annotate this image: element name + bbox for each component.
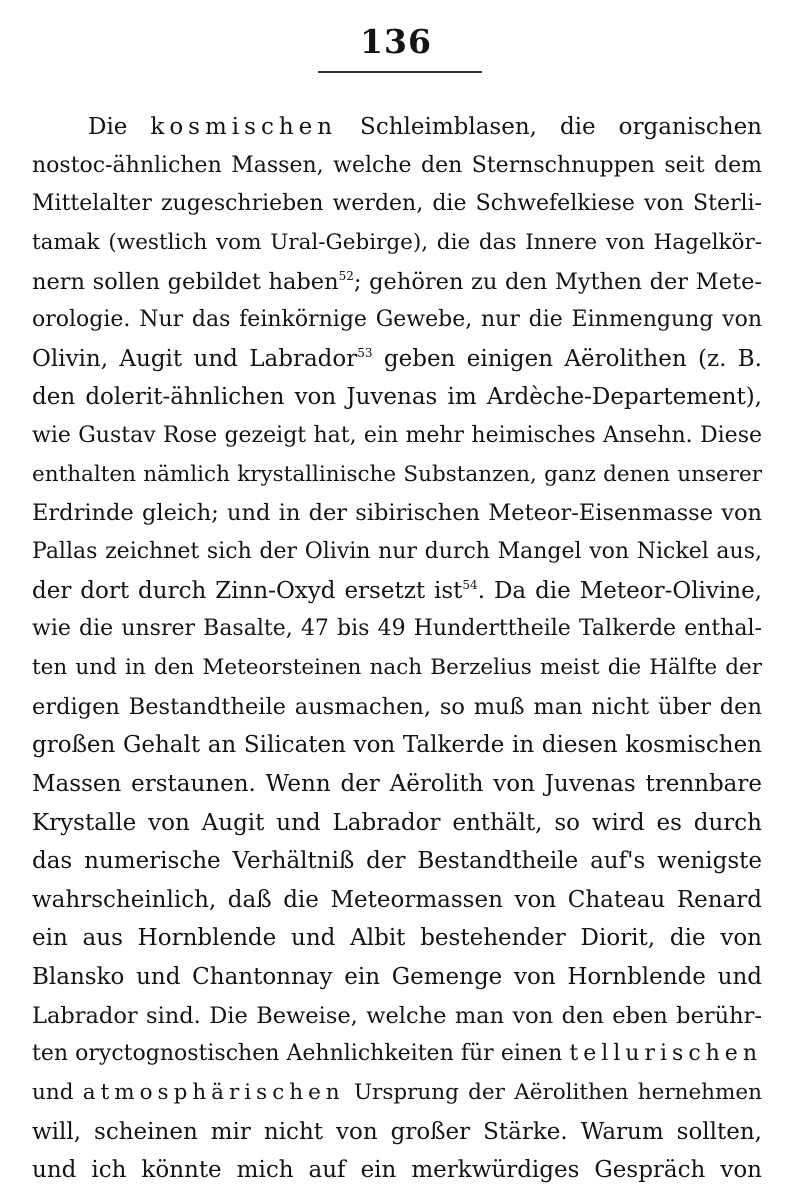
body-text [32,108,762,1190]
text-line [32,108,762,147]
emphasized-text: kosmischen [150,114,338,140]
text-segment: und [32,1080,83,1106]
text-segment: nern sollen gebildet haben [32,268,339,295]
text-segment: geben einigen Aërolithen (z. B. [372,345,762,372]
footnote-ref: 54 [462,577,478,592]
emphasized-text: tellurischen [569,1041,762,1067]
text-segment: Olivin, Augit und Labrador [32,345,358,372]
page-number: 136 [360,22,432,61]
text-segment: ten oryctognostischen Aehnlichkeiten für einen [32,1041,570,1067]
text-line: ein aus Hornblende und Albit bestehender Diorit, die von [32,925,762,952]
header-rule [318,71,482,73]
text-line: großen Gehalt an Silicaten von Talkerde in diesen kosmischen [32,732,762,759]
text-line: will, scheinen mir nicht von großer Stärke. Warum sollten, [32,1118,762,1145]
text-line: erdigen Bestandtheile ausmachen, so muß man nicht über den [32,693,762,720]
text-line: das numerische Verhältniß der Bestandtheile auf's wenigste [32,848,762,875]
text-line: Pallas zeichnet sich der Olivin nur durch Mangel von Nickel aus, [32,539,762,565]
footnote-ref: 52 [338,268,354,283]
text-line: wie die unsrer Basalte, 47 bis 49 Hunderttheile Talkerde enthal- [32,616,762,642]
text-line: wahrscheinlich, daß die Meteormassen von Chateau Renard [32,886,762,913]
text-segment: . Da die Meteor-Olivine, [477,577,762,604]
text-line: den dolerit-ähnlichen von Juvenas im Ardèche-Departement), [32,384,762,411]
text-line [32,340,762,379]
text-line: nostoc-ähnlichen Massen, welche den Sternschnuppen seit dem [32,152,762,178]
text-line: wie Gustav Rose gezeigt hat, ein mehr heimisches Ansehn. Diese [32,423,762,449]
text-line [32,572,762,611]
text-line: Mittelalter zugeschrieben werden, die Schwefelkiese von Sterli- [32,191,762,217]
text-line: Krystalle von Augit und Labrador enthält, so wird es durch [32,809,762,836]
text-line: ten und in den Meteorsteinen nach Berzelius meist die Hälfte der [32,654,762,680]
text-line [32,1074,762,1113]
text-segment: Ursprung der Aërolithen hernehmen [344,1080,762,1106]
text-segment: Schleimblasen, die organischen [337,114,762,140]
text-line: Erdrinde gleich; und in der sibirischen Meteor-Eisenmasse von [32,500,762,527]
text-line: Labrador sind. Die Beweise, welche man von den eben berühr- [32,1002,762,1029]
text-line: Massen erstaunen. Wenn der Aërolith von Juvenas trennbare [32,770,762,797]
text-segment: Die [88,114,151,140]
text-line: enthalten nämlich krystallinische Substanzen, ganz denen unserer [32,461,762,487]
text-line [32,1035,762,1074]
emphasized-text: atmosphärischen [82,1080,345,1106]
text-segment: der dort durch Zinn-Oxyd ersetzt ist [32,577,463,604]
text-line: tamak (westlich vom Ural-Gebirge), die das Innere von Hagelkör- [32,229,762,255]
text-line: und ich könnte mich auf ein merkwürdiges Gespräch von [32,1157,762,1184]
text-segment: ; gehören zu den Mythen der Mete- [353,268,762,295]
footnote-ref: 53 [357,345,373,360]
text-line [32,263,762,302]
text-line: orologie. Nur das feinkörnige Gewebe, nur die Einmengung von [32,307,762,333]
text-line: Blansko und Chantonnay ein Gemenge von Hornblende und [32,964,762,991]
